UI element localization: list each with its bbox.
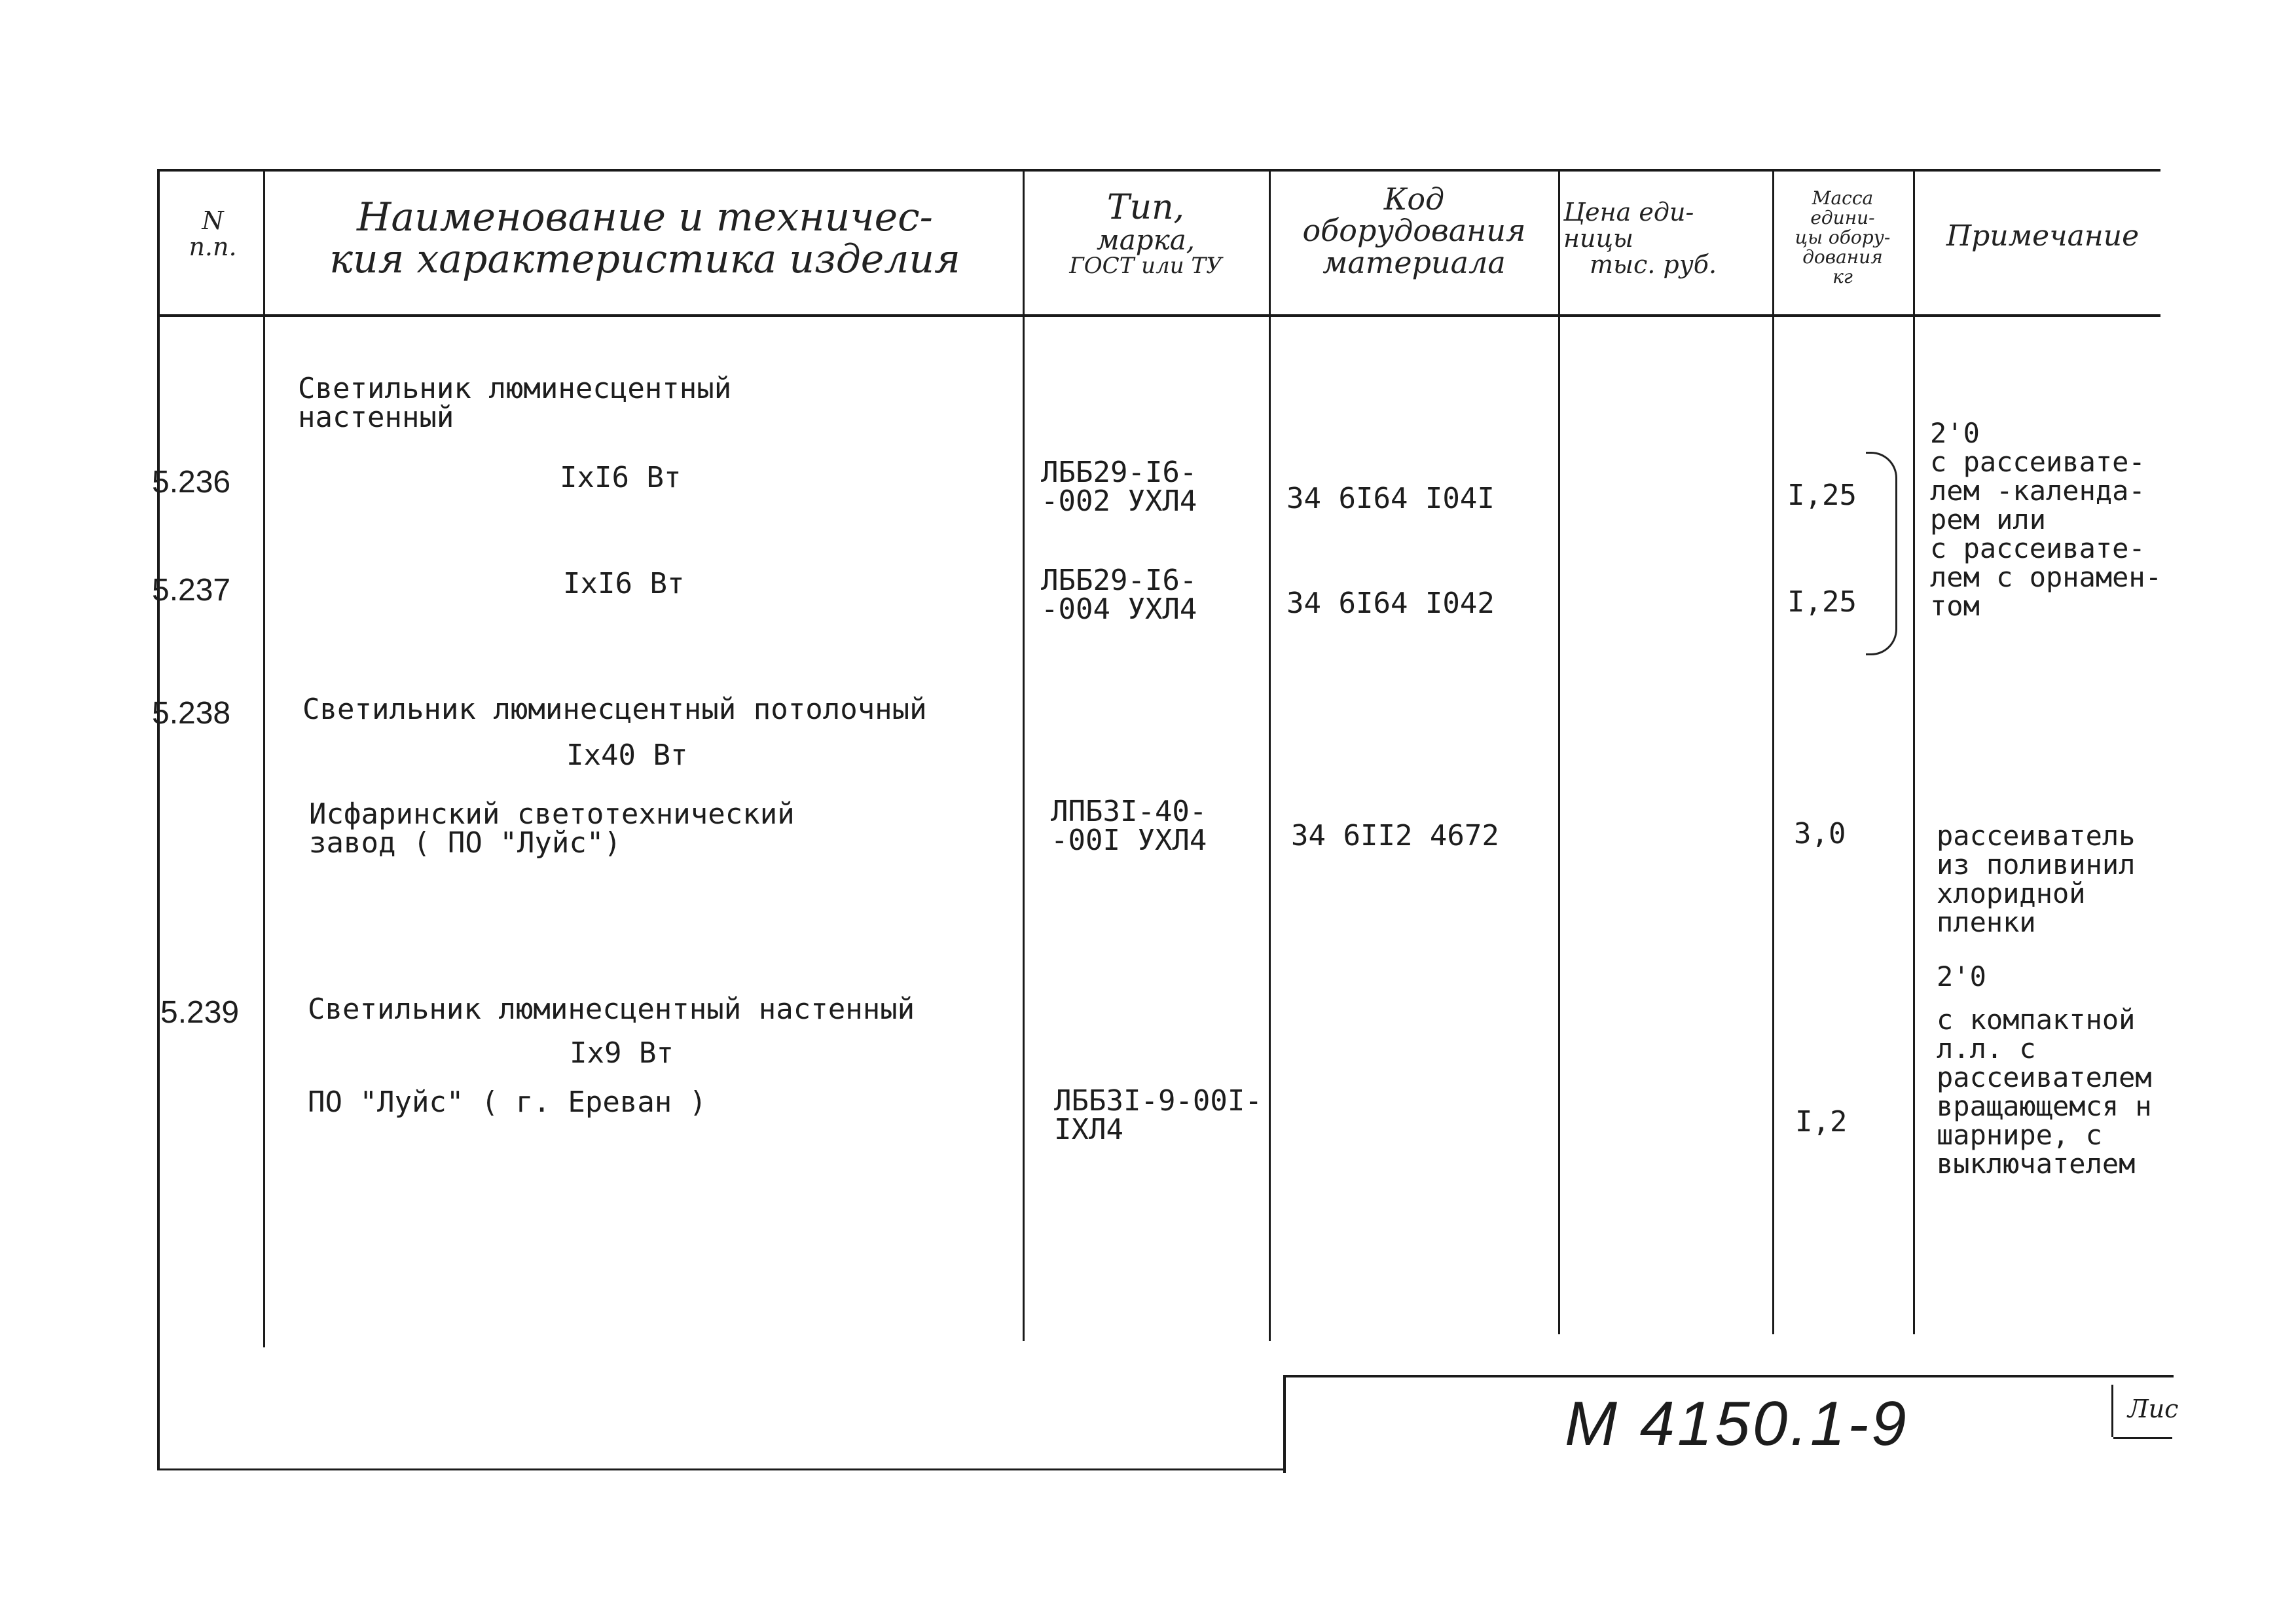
header-col-code (1273, 183, 1555, 278)
row-mass: I,25 (1787, 479, 1857, 512)
row-number: 5.239 (160, 995, 240, 1030)
row-type-line: -00I УХЛ4 (1051, 824, 1207, 857)
row-code: 34 6II2 4672 (1291, 819, 1499, 852)
row-mass: I,2 (1795, 1105, 1848, 1139)
row-type-line: IХЛ4 (1054, 1113, 1123, 1146)
header-col-note-line: Примечание (1946, 219, 2140, 253)
row-code: 34 6I64 I042 (1286, 587, 1495, 620)
row-name: IxI6 Вт (563, 567, 685, 600)
row-note (1930, 419, 2162, 621)
title-block-divider (2111, 1385, 2113, 1437)
col-divider-5 (1772, 169, 1774, 1334)
header-col-price-line: Цена еди- (1563, 198, 1694, 227)
header-col-type-line: ГОСТ или ТУ (1069, 252, 1222, 279)
row-type-line: ЛББ29-I6- (1041, 456, 1197, 489)
header-col-price-line: ницы (1563, 223, 1633, 253)
row-note-line: лем с орнамен- (1930, 561, 2162, 593)
col-divider-4 (1558, 169, 1560, 1334)
row-name-line: завод ( ПО "Луйс") (309, 826, 621, 860)
header-col-name-line: кия характеристика изделия (329, 236, 960, 282)
row-type (1041, 458, 1197, 516)
table-bottom-border (157, 1468, 1283, 1470)
header-col-price (1563, 200, 1768, 278)
header-col-mass-line: едини- (1810, 207, 1875, 228)
header-col-no-line: N (202, 206, 224, 235)
row-number: 5.236 (152, 465, 231, 500)
row-name-line: настенный (298, 401, 454, 434)
header-col-code-line: материала (1322, 244, 1506, 280)
row-type-line: -002 УХЛ4 (1041, 484, 1197, 518)
header-col-mass (1776, 189, 1910, 287)
header-col-name (275, 196, 1015, 280)
header-col-mass-line: кг (1832, 266, 1853, 287)
title-block-top (1283, 1375, 2174, 1377)
header-col-code-line: оборудования (1302, 213, 1526, 249)
row-note-line: с компактной (1937, 1004, 2136, 1036)
row-type (1041, 566, 1197, 624)
header-col-price-line: тыс. руб. (1590, 249, 1717, 279)
row-note (1937, 962, 2152, 1178)
title-block-left (1283, 1375, 1286, 1473)
table-left-border (157, 169, 160, 1468)
header-col-type-line: Тип, (1106, 188, 1185, 227)
row-number: 5.237 (152, 573, 231, 608)
header-col-no-line: п.п. (189, 232, 237, 261)
row-type-line: ЛПБ3I-40- (1051, 795, 1207, 828)
row-type-line: -004 УХЛ4 (1041, 593, 1197, 626)
row-mass: 3,0 (1794, 817, 1846, 850)
row-note-line: выключателем (1937, 1148, 2136, 1180)
row-note-line: вращающемся н (1937, 1090, 2152, 1122)
header-col-name-line: Наименование и техничес- (357, 194, 933, 240)
col-divider-2 (1023, 169, 1025, 1341)
row-name: Ix40 Вт (566, 739, 688, 772)
row-note-line: 2'0 (1930, 417, 1980, 449)
row-type (1051, 797, 1207, 855)
row-name-line: Светильник люминесцентный (298, 372, 732, 405)
header-col-mass-line: дования (1802, 246, 1883, 268)
row-note-line: с рассеивате- (1930, 446, 2145, 478)
row-name: Светильник люминесцентный настенный (308, 993, 915, 1026)
row-note-line: шарнире, с (1937, 1119, 2102, 1151)
row-note-line: рассеиватель (1937, 820, 2136, 852)
row-note-line: с рассеивате- (1930, 532, 2145, 564)
header-col-note (1922, 221, 2164, 251)
header-col-type (1028, 190, 1264, 278)
header-col-code-line: Код (1383, 181, 1445, 217)
row-note-line: рем или (1930, 503, 2047, 536)
row-name: Ix9 Вт (570, 1036, 674, 1070)
sheet-label: Лис (2128, 1395, 2179, 1423)
row-name: ПО "Луйс" ( г. Ереван ) (308, 1085, 707, 1119)
row-note-line: л.л. с (1937, 1032, 2036, 1065)
row-code: 34 6I64 I04I (1286, 482, 1495, 515)
title-block-sheet-line (2113, 1437, 2172, 1439)
row-note-line: рассеивателем (1937, 1061, 2152, 1093)
row-type-line: ЛББ29-I6- (1041, 564, 1197, 597)
document-code: М 4150.1-9 (1565, 1389, 1909, 1459)
row-number: 5.238 (152, 696, 231, 731)
col-divider-1 (263, 169, 265, 1347)
row-name (298, 374, 731, 432)
header-col-type-line: марка, (1096, 223, 1195, 256)
row-name (309, 797, 795, 860)
row-note-line: из поливинил (1937, 848, 2136, 881)
row-mass: I,25 (1787, 585, 1857, 619)
row-name: Светильник люминесцентный потолочный (302, 693, 927, 726)
header-col-mass-line: Масса (1812, 187, 1874, 209)
row-note-line: пленки (1937, 906, 2036, 938)
table-top-border (157, 169, 2160, 172)
row-note-line: том (1930, 590, 1980, 622)
header-bottom-border (157, 314, 2160, 317)
header-col-mass-line: цы обору- (1795, 227, 1891, 248)
row-note-line: хлоридной (1937, 877, 2086, 909)
row-note (1937, 822, 2135, 937)
col-divider-6 (1913, 169, 1915, 1334)
row-note-line: 2'0 (1937, 960, 1986, 993)
row-name: IxI6 Вт (560, 461, 682, 494)
row-type-line: ЛББ3I-9-00I- (1054, 1084, 1262, 1118)
row-name-line: Исфаринский светотехнический (309, 797, 795, 831)
header-col-no (164, 208, 262, 261)
grouping-brace (1866, 452, 1897, 655)
row-note-line: лем -календа- (1930, 475, 2145, 507)
row-type (1054, 1084, 1262, 1146)
col-divider-3 (1269, 169, 1271, 1341)
